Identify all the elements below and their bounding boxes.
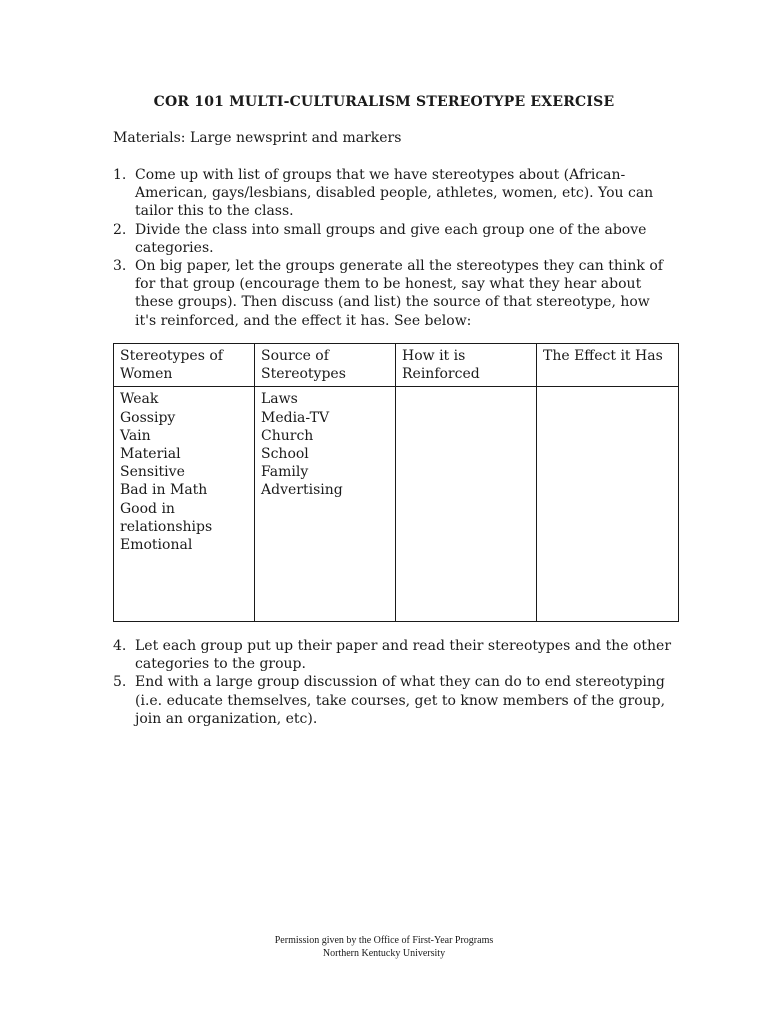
- footer-university: Northern Kentucky University: [322, 947, 446, 959]
- step-number: 2.: [113, 221, 127, 238]
- list-item: Laws: [261, 391, 298, 408]
- steps-list-bottom: [113, 637, 673, 728]
- step-item-1: [113, 166, 673, 221]
- steps-list-top: [113, 166, 673, 330]
- step-item-4: [113, 637, 673, 673]
- step-text: On big paper, let the groups generate all the stereotypes they can think of for that group (encourage them to be honest, say what they hear about these groups). Then discuss (and list) the source of that stereotype, how it's reinforced, and the effect it has. See below:: [135, 258, 663, 329]
- header-stereotypes: Stereotypes of Women: [114, 344, 255, 387]
- step-number: 5.: [113, 674, 127, 691]
- step-number: 4.: [113, 638, 127, 654]
- materials-line: Materials: Large newsprint and markers: [113, 130, 402, 146]
- list-item: Emotional: [120, 537, 193, 554]
- step-number: 3.: [113, 258, 127, 275]
- effect-cell: [537, 387, 679, 622]
- reinforced-cell: [396, 387, 537, 622]
- stereotype-table: [113, 343, 679, 622]
- step-text: Come up with list of groups that we have stereotypes about (African-American, gays/lesbians, disabled people, athletes, women, etc). You can tailor this to the class.: [135, 167, 654, 220]
- step-text: Let each group put up their paper and read their stereotypes and the other categories to the group.: [135, 638, 672, 673]
- list-item: Media-TV: [261, 409, 330, 426]
- footer-permission: Permission given by the Office of First-Year Programs: [274, 935, 494, 946]
- footer: [0, 935, 768, 960]
- list-item: Family: [261, 464, 309, 481]
- list-item: Gossipy: [120, 409, 176, 426]
- step-text: End with a large group discussion of what they can do to end stereotyping (i.e. educate themselves, take courses, get to know members of the group, join an organization, etc).: [135, 674, 666, 727]
- table-header-row: [114, 344, 679, 387]
- step-item-5: [113, 673, 673, 728]
- step-number: 1.: [113, 167, 127, 183]
- list-item: Material: [120, 446, 181, 463]
- source-cell: [255, 387, 396, 622]
- list-item: Good in relationships: [120, 500, 213, 535]
- page-title: COR 101 MULTI-CULTURALISM STEREOTYPE EXERCISE: [153, 94, 615, 110]
- header-effect: The Effect it Has: [537, 344, 679, 387]
- list-item: Church: [261, 427, 314, 444]
- list-item: School: [261, 446, 309, 463]
- step-item-2: [113, 221, 673, 257]
- list-item: Sensitive: [120, 464, 185, 481]
- list-item: Weak: [120, 391, 159, 408]
- header-reinforced: How it is Reinforced: [396, 344, 537, 387]
- list-item: Vain: [120, 427, 151, 444]
- step-text: Divide the class into small groups and give each group one of the above categories.: [135, 221, 647, 256]
- list-item: Advertising: [261, 482, 343, 499]
- list-item: Bad in Math: [120, 482, 208, 499]
- stereotypes-cell: [114, 387, 255, 622]
- header-source: Source of Stereotypes: [255, 344, 396, 387]
- table-row: [114, 387, 679, 622]
- step-item-3: [113, 257, 673, 330]
